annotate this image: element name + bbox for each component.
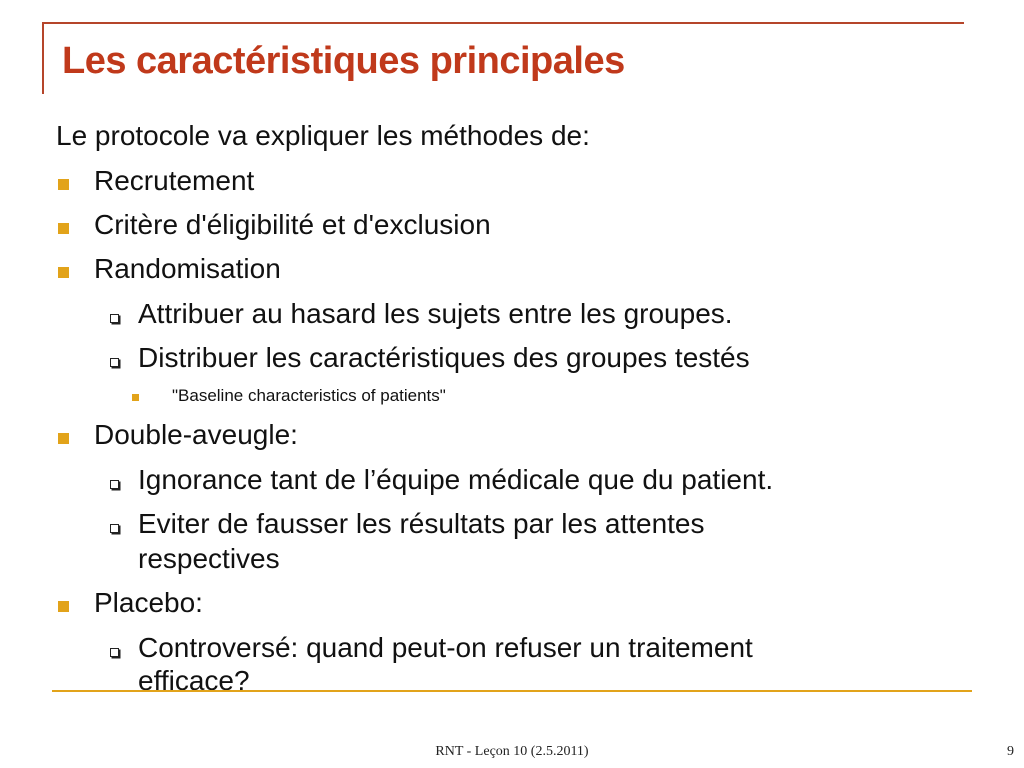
bullet-square-icon <box>58 223 69 234</box>
list-item-continuation: efficace? <box>138 665 250 696</box>
list-item: Eviter de fausser les résultats par les attentes <box>138 508 705 539</box>
bullet-square-icon <box>58 267 69 278</box>
page-number: 9 <box>1007 744 1014 759</box>
list-item-continuation: respectives <box>138 543 280 574</box>
list-item: Placebo: <box>94 587 203 618</box>
bullet-hollow-box-icon <box>110 480 119 489</box>
list-item: Attribuer au hasard les sujets entre les groupes. <box>138 298 733 329</box>
bullet-hollow-box-icon <box>110 314 119 323</box>
list-item: Ignorance tant de l’équipe médicale que du patient. <box>138 464 774 495</box>
list-item: Controversé: quand peut-on refuser un traitement <box>138 632 753 663</box>
bullet-square-icon <box>58 433 69 444</box>
bullet-small-square-icon <box>132 394 139 401</box>
footer-text: RNT - Leçon 10 (2.5.2011) <box>435 744 589 759</box>
intro-text: Le protocole va expliquer les méthodes de: <box>56 120 590 151</box>
list-item: Recrutement <box>94 165 255 196</box>
bullet-square-icon <box>58 601 69 612</box>
bullet-hollow-box-icon <box>110 648 119 657</box>
bullet-square-icon <box>58 179 69 190</box>
list-item: Randomisation <box>94 253 281 284</box>
footer-divider <box>52 690 972 692</box>
slide-title: Les caractéristiques principales <box>62 40 625 82</box>
list-item: "Baseline characteristics of patients" <box>172 386 446 405</box>
list-item: Distribuer les caractéristiques des groupes testés <box>138 342 750 373</box>
bullet-hollow-box-icon <box>110 524 119 533</box>
list-item: Critère d'éligibilité et d'exclusion <box>94 209 491 240</box>
bullet-hollow-box-icon <box>110 358 119 367</box>
list-item: Double-aveugle: <box>94 419 298 450</box>
